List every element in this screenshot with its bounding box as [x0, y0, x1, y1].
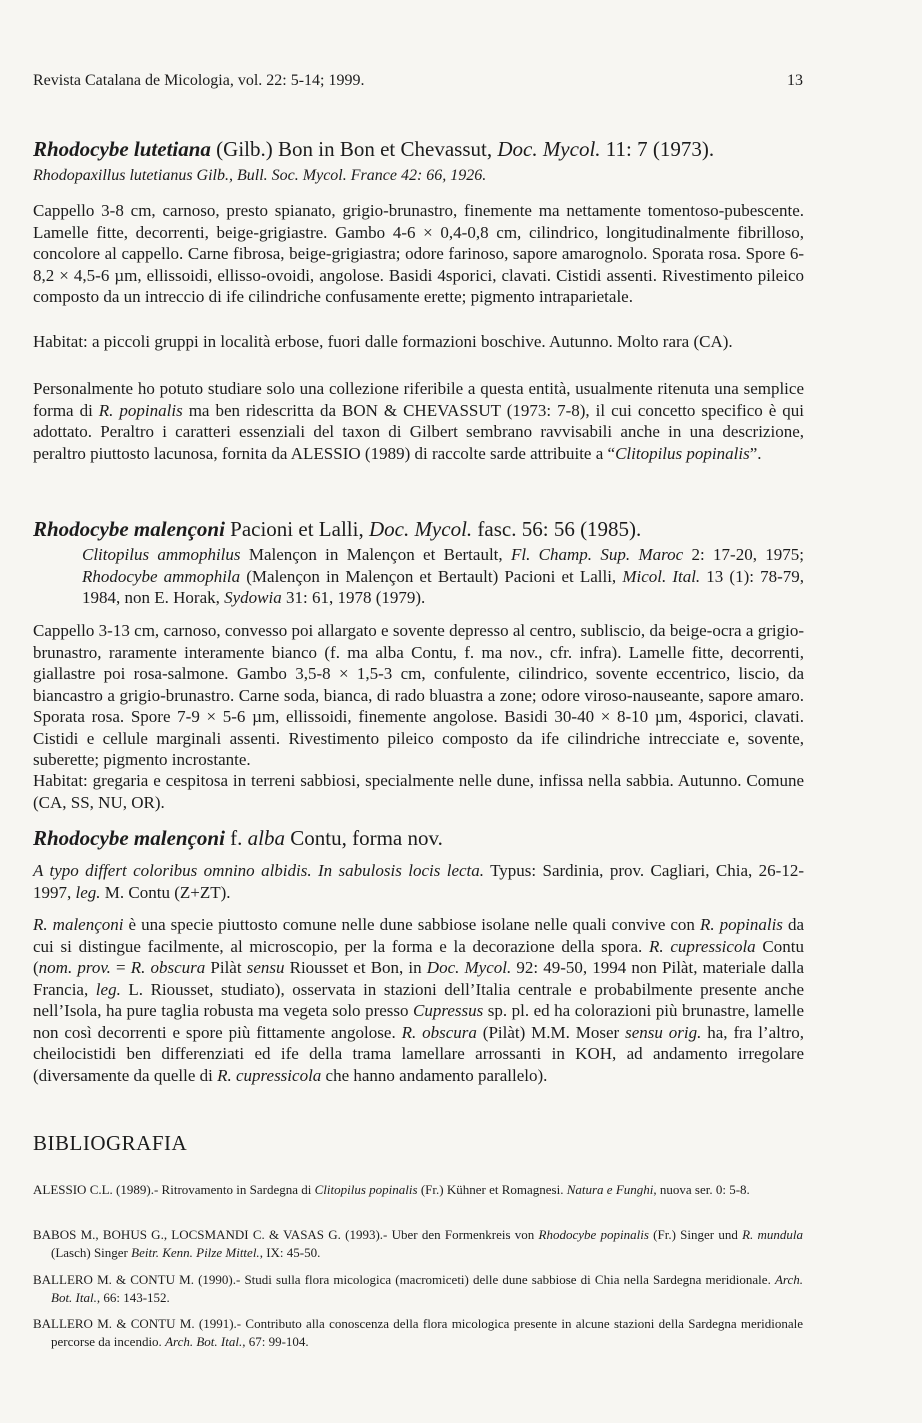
taxon-publication: Doc. Mycol.	[497, 137, 601, 161]
remarks-text: Pilàt	[205, 958, 247, 977]
description: Cappello 3-13 cm, carnoso, convesso poi allargato e sovente depresso al centro, subliscio, da beige-ocra a grigio-brunastro, raramente interamente bianco (f. ma alba Contu, f. ma nov., cfr. infra). Lamelle fitte, decorrenti, giallastre poi rosa-salmone. Gambo 3,5-8 × 1,5-3 cm, confulente, cilindrico, sovente eccentrico, liscio, da biancastro a grigio-brunastro. Carne soda, bianca, di rado bluastra a zone; odore viroso-nauseante, sapore amaro. Sporata rosa. Spore 7-9 × 5-6 µm, ellissoidi, finemente angolose. Basidi 30-40 × 8-10 µm, 4sporici, clavati. Cistidi e cellule marginali assenti. Rivestimento pileico composto da ife cilindriche intrecciate e, sovente, suberette; pigmento incrostante.	[33, 621, 804, 769]
remarks-taxon: R. cupressicola	[649, 936, 756, 956]
taxon-form: alba	[247, 826, 285, 850]
taxon-name: Rhodocybe malençoni	[33, 517, 225, 541]
bib-text: , 67: 99-104.	[242, 1334, 309, 1349]
taxon-name: Rhodocybe lutetiana	[33, 137, 211, 161]
remarks-text: ”.	[749, 443, 762, 463]
remarks-text: Contu (	[33, 936, 804, 977]
taxon-publication-ref: fasc. 56: 56 (1985).	[472, 517, 642, 541]
diagnosis	[33, 860, 804, 903]
taxon-form-ref: Contu, forma nov.	[285, 826, 443, 850]
synonym-part: Clitopilus ammophilus	[82, 545, 241, 564]
bib-italic: R. mundula	[742, 1227, 803, 1242]
bibliography-item	[33, 1271, 803, 1307]
bib-italic: Rhodocybe popinalis	[538, 1227, 649, 1242]
running-header	[33, 72, 803, 90]
remarks-taxon: R. obscura	[401, 1022, 477, 1042]
remarks	[33, 378, 804, 464]
taxon-publication-ref: 11: 7 (1973).	[600, 137, 715, 161]
taxon-heading	[33, 826, 813, 850]
bib-italic: Arch. Bot. Ital.	[165, 1334, 243, 1349]
bib-text: (Fr.) Singer und	[648, 1227, 743, 1242]
bib-italic: Beitr. Kenn. Pilze Mittel.	[131, 1245, 260, 1260]
remarks-text: ha, fra l’altro, cheilocistidi ben differenziati ed ife della trama lamellare arrossanti in KOH, ad andamento irregolare (diversamente da quelle di	[33, 1022, 804, 1085]
bibliography-item	[33, 1315, 803, 1351]
bib-italic: Arch. Bot. Ital.	[51, 1272, 803, 1305]
habitat: Habitat: gregaria e cespitosa in terreni sabbiosi, specialmente nelle dune, infissa nella sabbia. Autunno. Comune (CA, SS, NU, OR).	[33, 771, 804, 812]
bib-text: BABOS M., BOHUS G., LOCSMANDI C. & VASAS G. (1993).- Uber den Formenkreis von	[33, 1227, 539, 1242]
synonym-part: Rhodocybe ammophila	[82, 566, 241, 586]
typus-collector: M. Contu (Z+ZT).	[100, 882, 231, 902]
typus-leg: leg.	[75, 882, 101, 902]
journal-citation: Revista Catalana de Micologia, vol. 22: 5-14; 1999.	[33, 72, 365, 89]
remarks-italic: sensu	[246, 958, 285, 977]
remarks-italic: nom. prov.	[38, 958, 111, 977]
bib-italic: Natura e Funghi	[566, 1182, 654, 1197]
remarks-text: che hanno andamento parallelo).	[321, 1065, 548, 1085]
taxon-name: Rhodocybe malençoni	[33, 826, 225, 850]
bibliography-item	[33, 1181, 803, 1199]
remarks-taxon: Cupressus	[413, 1001, 484, 1020]
bib-text: , nuova ser. 0: 5-8.	[653, 1182, 750, 1197]
remarks-taxon: R. obscura	[130, 958, 206, 977]
taxon-publication: Doc. Mycol.	[368, 517, 473, 541]
remarks-text: L. Riousset, studiato), osservata in stazioni dell’Italia centrale e probabilmente presente anche nell’Isola, ha pure taglia robusta ma vegeta solo presso	[33, 979, 804, 1020]
taxon-heading	[33, 137, 813, 161]
synonym-part: 13 (1): 78-79, 1984, non E. Horak,	[82, 566, 804, 607]
bib-text: (Lasch) Singer	[51, 1245, 132, 1260]
bib-text: (Fr.) Kühner et Romagnesi.	[417, 1182, 567, 1197]
remarks-text: (Pilàt) M.M. Moser	[476, 1022, 626, 1042]
bibliography-title: BIBLIOGRAFIA	[33, 1131, 188, 1155]
taxon-heading	[33, 517, 813, 541]
remarks-taxon: R. malençoni	[33, 915, 124, 934]
remarks-taxon: R. popinalis	[98, 400, 183, 420]
remarks-text: è una specie piuttosto comune nelle dune sabbiose isolane nelle quali convive con	[123, 915, 700, 934]
remarks-italic: sensu orig.	[625, 1022, 702, 1042]
bibliography-item	[33, 1226, 803, 1262]
bib-text: , 66: 143-152.	[96, 1290, 170, 1305]
remarks-text: Personalmente ho potuto studiare solo una collezione riferibile a questa entità, usualmente ritenuta una semplice forma di	[33, 379, 804, 420]
habitat: Habitat: a piccoli gruppi in località erbose, fuori dalle formazioni boschive. Autunno. Molto rara (CA).	[33, 332, 733, 351]
typus: Typus: Sardinia, prov. Cagliari, Chia, 26-12-1997,	[33, 861, 804, 902]
page-number: 13	[787, 72, 803, 89]
synonym	[82, 544, 804, 609]
bib-text: , IX: 45-50.	[259, 1245, 321, 1260]
bib-text: BALLERO M. & CONTU M. (1991).- Contributo alla conoscenza della flora micologica presente in alcune stazioni della Sardegna meridionale percorse da incendio.	[33, 1316, 803, 1349]
taxon-authority: f.	[224, 826, 248, 850]
synonym: Rhodopaxillus lutetianus Gilb., Bull. Soc. Mycol. France 42: 66, 1926.	[33, 167, 487, 184]
latin-diagnosis: A typo differt coloribus omnino albidis. In sabulosis locis lecta.	[33, 861, 485, 880]
remarks-italic: leg.	[95, 979, 121, 999]
synonym-part: (Malençon in Malençon et Bertault) Pacioni et Lalli,	[240, 566, 623, 586]
taxon-authority: (Gilb.) Bon in Bon et Chevassut,	[210, 137, 498, 161]
bib-text: ALESSIO C.L. (1989).- Ritrovamento in Sardegna di	[33, 1182, 315, 1197]
taxon-authority: Pacioni et Lalli,	[224, 517, 369, 541]
remarks-text: da cui si distingue facilmente, al microscopio, per la forma e la decorazione della spora.	[33, 915, 804, 956]
bib-italic: Clitopilus popinalis	[314, 1182, 418, 1197]
remarks-text: Riousset et Bon, in	[284, 958, 427, 977]
remarks-text: =	[110, 958, 131, 977]
synonym-part: 2: 17-20, 1975;	[683, 545, 805, 564]
remarks-text: sp. pl. ed ha colorazioni più brunastre, lamelle non così decorrenti e spore più fittamente angolose.	[33, 1001, 804, 1042]
synonym-part: Malençon in Malençon et Bertault,	[240, 545, 511, 564]
remarks-taxon: R. popinalis	[699, 915, 783, 934]
remarks-text: 92: 49-50, 1994 non Pilàt, materiale dalla Francia,	[33, 958, 804, 999]
remarks-taxon: R. cupressicola	[217, 1065, 322, 1085]
synonym-part: Sydowia	[224, 588, 282, 607]
synonym-part: Fl. Champ. Sup. Maroc	[510, 545, 684, 564]
synonym-part: Micol. Ital.	[622, 566, 701, 586]
remarks-taxon: Clitopilus popinalis	[615, 443, 750, 463]
remarks	[33, 914, 804, 1086]
description: Cappello 3-8 cm, carnoso, presto spianato, grigio-brunastro, finemente ma nettamente tomentoso-pubescente. Lamelle fitte, decorrenti, beige-grigiastre. Gambo 4-6 × 0,4-0,8 cm, cilindrico, longitudinalmente fibrilloso, concolore al cappello. Carne fibrosa, beige-grigiastra; odore farinoso, sapore amarognolo. Sporata rosa. Spore 6-8,2 × 4,5-6 µm, ellissoidi, ellisso-ovoidi, angolose. Basidi 4sporici, clavati. Cistidi assenti. Rivestimento pileico composto da un intreccio di ife cilindriche confusamente erette; pigmento intraparietale.	[33, 201, 804, 306]
remarks-text: ma ben ridescritta da BON & CHEVASSUT (1973: 7-8), il cui concetto specifico è qui adottato. Peraltro i caratteri essenziali del taxon di Gilbert sembrano ravvisabili anche in una descrizione, peraltro piuttosto lacunosa, fornita da ALESSIO (1989) di raccolte sarde attribuite a “	[33, 400, 804, 463]
synonym-part: 31: 61, 1978 (1979).	[281, 588, 426, 607]
remarks-italic: Doc. Mycol.	[426, 958, 512, 977]
bib-text: BALLERO M. & CONTU M. (1990).- Studi sulla flora micologica (macromiceti) delle dune sabbiose di Chia nella Sardegna meridionale.	[33, 1272, 775, 1287]
